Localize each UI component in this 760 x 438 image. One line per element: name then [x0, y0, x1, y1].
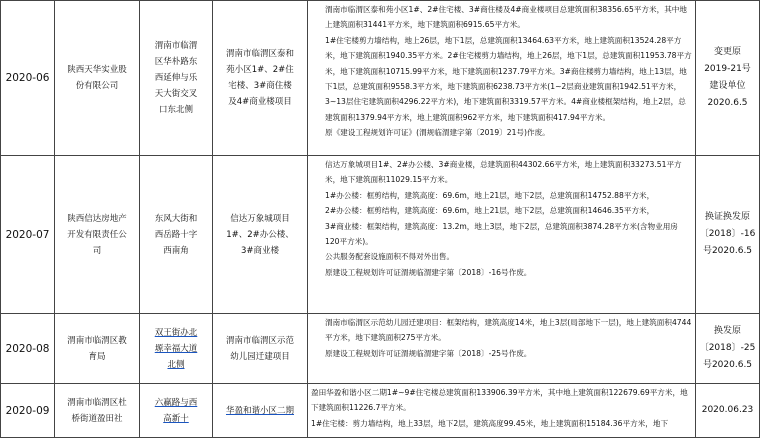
unit-cell: 渭南市临渭区杜桥街道盈田社 — [55, 384, 140, 438]
note-line: 号2020.6.5 — [702, 246, 753, 256]
table-row — [1, 314, 760, 384]
desc-paragraph: 2#办公楼：框剪结构，建筑高度：69.6m，地上21层，地下2层，总建筑面积14646.35平方米， — [325, 206, 655, 216]
date-cell: 2020-08 — [1, 314, 55, 384]
note-line: 建设单位 — [709, 81, 746, 91]
project-cell: 信达万象城项目1#、2#办公楼、3#商业楼 — [213, 156, 308, 314]
note-line: 2019-21号 — [704, 64, 751, 74]
location-cell: 双王街办北塬幸福大道北侧 — [140, 314, 213, 384]
unit-cell: 渭南市临渭区教育局 — [55, 314, 140, 384]
table-row — [1, 1, 760, 156]
desc-paragraph: 渭南市临渭区示范幼儿园迁建项目：框架结构，建筑高度14米，地上3层(局部地下一层)，地上建筑面积4744平方米，地下建筑面积275平方米。 — [325, 318, 692, 343]
description-cell — [308, 384, 696, 438]
note-line: 〔2018〕-16 — [699, 229, 756, 239]
desc-paragraph: 1#办公楼：框剪结构，建筑高度：69.6m，地上21层，地下2层，总建筑面积14752.88平方米， — [325, 190, 655, 200]
desc-paragraph: 公共服务配套设施面积不得对外出售。 — [325, 252, 455, 262]
note-cell — [696, 384, 760, 438]
project-cell: 华盈和谐小区二期 — [213, 384, 308, 438]
desc-paragraph: 1#住宅楼剪力墙结构，地上26层，地下1层，总建筑面积13464.63平方米，地上建筑面积13524.28平方米，地下建筑面积1940.35平方米。2#住宅楼剪力墙结构，地上26层，地下1层，总建筑面积11953.78平方米，地下建筑面积10715.99平方米，地下建筑面积1237.79平方米。3#商住楼剪力墙结构，地上13层，地下1层，总建筑面积9558.3平方米，地下建筑面积6238.73平方米(1~2层商业建筑面积1942.51平方米，3~13层住宅建筑面积4296.22平方米)，地下建筑面积3319.57平方米。4#商业楼框架结构，地上2层，总建筑面积1379.94平方米，地上建筑面积962平方米，地下建筑面积417.94平方米。 — [325, 35, 692, 122]
description-cell — [308, 314, 696, 384]
note-cell — [696, 1, 760, 156]
date-cell: 2020-07 — [1, 156, 55, 314]
note-cell — [696, 314, 760, 384]
note-line: 2020.6.5 — [707, 98, 748, 108]
desc-paragraph: 原建设工程规划许可证渭规临渭建字第〔2018〕-16号作废。 — [325, 267, 532, 277]
desc-paragraph: 1#住宅楼：剪力墙结构，地上33层，地下2层，建筑高度99.45米，地上建筑面积15184.36平方米，地下 — [311, 418, 669, 428]
description-cell — [308, 156, 696, 314]
note-line: 变更原 — [713, 47, 741, 57]
project-cell: 渭南市临渭区示范幼儿园迁建项目 — [213, 314, 308, 384]
desc-paragraph: 盈田华盈和谐小区二期1#~9#住宅楼总建筑面积133906.39平方米，其中地上建筑面积122679.69平方米，地下建筑面积11226.7平方米。 — [311, 388, 688, 413]
note-line: 换发原 — [713, 326, 741, 336]
note-line: 号2020.6.5 — [702, 360, 753, 370]
note-line: 2020.06.23 — [701, 405, 754, 415]
desc-paragraph: 信达万象城项目1#、2#办公楼、3#商业楼，总建筑面积44302.66平方米，地上建筑面积33273.51平方米，地下建筑面积11029.15平方米。 — [325, 160, 682, 185]
date-cell: 2020-06 — [1, 1, 55, 156]
note-line: 〔2018〕-25 — [699, 343, 756, 353]
project-cell: 渭南市临渭区泰和苑小区1#、2#住宅楼、3#商住楼及4#商业楼项目 — [213, 1, 308, 156]
desc-paragraph: 原建设工程规划许可证渭规临渭建字第〔2018〕-25号作废。 — [325, 348, 532, 358]
note-cell — [696, 156, 760, 314]
unit-cell: 陕西信达房地产开发有限责任公司 — [55, 156, 140, 314]
date-cell: 2020-09 — [1, 384, 55, 438]
note-line: 换证换发原 — [704, 212, 750, 222]
desc-paragraph: 原《建设工程规划许可证》(渭规临渭建字第〔2019〕21号)作废。 — [325, 128, 550, 138]
table-row — [1, 384, 760, 438]
desc-paragraph: 3#商业楼：框架结构，建筑高度：13.2m，地上3层，地下2层，总建筑面积3874.28平方米(含物业用房120平方米)。 — [325, 221, 678, 247]
unit-cell: 陕西天华实业股份有限公司 — [55, 1, 140, 156]
table-row — [1, 156, 760, 314]
desc-paragraph: 渭南市临渭区泰和苑小区1#、2#住宅楼、3#商住楼及4#商业楼项目总建筑面积38356.65平方米，其中地上建筑面积31441平方米，地下建筑面积6915.65平方米。 — [325, 5, 687, 30]
location-cell: 六赢路与西高新十 — [140, 384, 213, 438]
description-cell — [308, 1, 696, 156]
location-cell: 东风大街和西岳路十字西南角 — [140, 156, 213, 314]
location-cell: 渭南市临渭区华朴路东西延伸与乐天大街交叉口东北侧 — [140, 1, 213, 156]
